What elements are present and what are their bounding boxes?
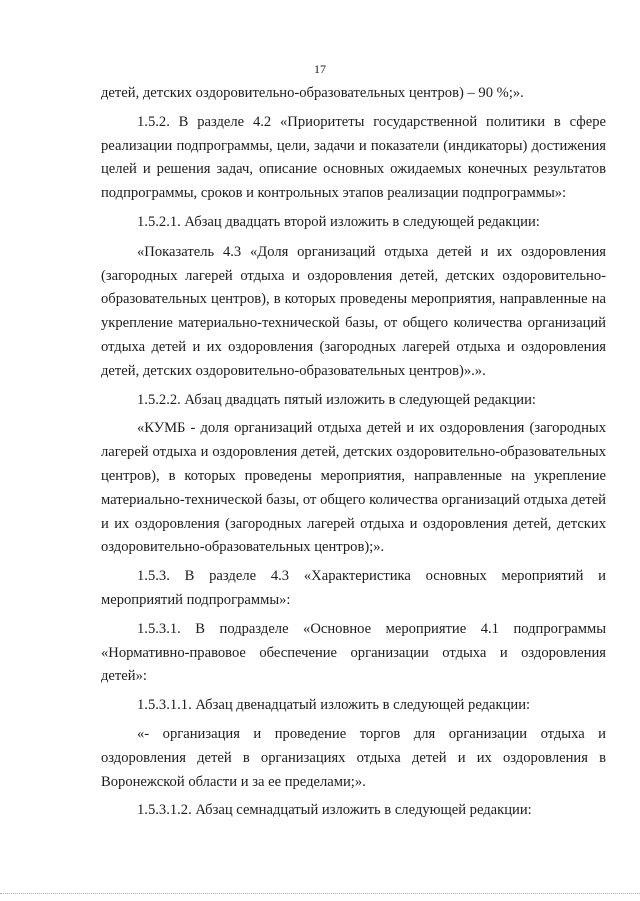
paragraph-quote-kumb: «КУМБ - доля организаций отдыха детей и их оздоровления (загородных лагерей отдыха и оздоровления детей, детских оздоровительно-образовательных центров), в которых проведены мероприятия, направленные на укрепление материально-технической базы, от общего количества организаций отдыха детей и их оздоровления (загородных лагерей отдыха и оздоровления детей, детских оздоровительно-образовательных центров);».	[101, 420, 606, 556]
paragraph-quote-tenders: «- организация и проведение торгов для организации отдыха и оздоровления детей в организациях отдыха детей и их оздоровления в Воронежской области и за ее пределами;».	[101, 725, 606, 790]
paragraph-item-1-5-2-2: 1.5.2.2. Абзац двадцать пятый изложить в следующей редакции:	[137, 391, 536, 408]
paragraph-item-1-5-3: 1.5.3. В разделе 4.3 «Характеристика основных мероприятий и мероприятий подпрограммы»:	[101, 568, 606, 608]
paragraph-continuation: детей, детских оздоровительно-образовательных центров) – 90 %;».	[101, 85, 524, 101]
bottom-edge-line	[0, 893, 640, 894]
paragraph-item-1-5-2-1: 1.5.2.1. Абзац двадцать второй изложить в следующей редакции:	[137, 213, 540, 230]
paragraph-item-1-5-2: 1.5.2. В разделе 4.2 «Приоритеты государственной политики в сфере реализации подпрограммы, цели, задачи и показатели (индикаторы) достижения целей и решения задач, описание основных ожидаемых конечных результатов подпрограммы, сроков и контрольных этапов реализации подпрограммы»:	[101, 113, 606, 202]
document-body	[101, 82, 606, 823]
paragraph-quote-indicator-4-3: «Показатель 4.3 «Доля организаций отдыха детей и их оздоровления (загородных лагерей отдыха и оздоровления детей, детских оздоровительно-образовательных центров), в которых проведены мероприятия, направленные на укрепление материально-технической базы, от общего количества организаций отдыха детей и их оздоровления (загородных лагерей отдыха и оздоровления детей, детских оздоровительно-образовательных центров)».».	[101, 243, 606, 379]
page-number: 17	[314, 62, 326, 76]
paragraph-item-1-5-3-1-1: 1.5.3.1.1. Абзац двенадцатый изложить в следующей редакции:	[137, 697, 531, 714]
paragraph-item-1-5-3-1: 1.5.3.1. В подразделе «Основное мероприятие 4.1 подпрограммы «Нормативно-правовое обеспечение организации отдыха и оздоровления детей»:	[101, 620, 606, 685]
paragraph-item-1-5-3-1-2: 1.5.3.1.2. Абзац семнадцатый изложить в следующей редакции:	[137, 802, 532, 819]
